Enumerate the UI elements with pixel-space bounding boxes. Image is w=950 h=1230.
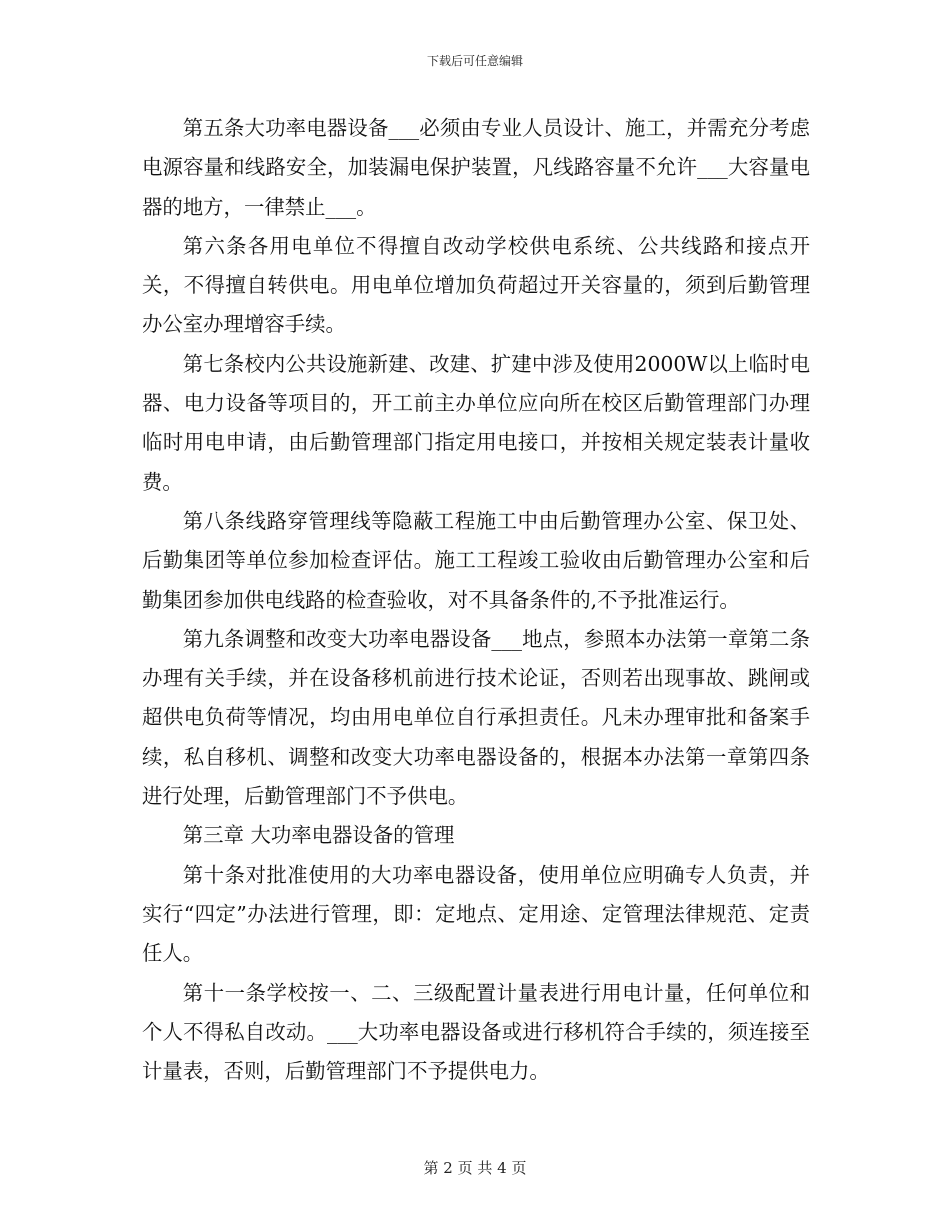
chapter-3-heading: 第三章 大功率电器设备的管理 xyxy=(182,823,455,848)
article-6-paragraph: 第六条各用电单位不得擅自改动学校供电系统、公共线路和接点开关，不得擅自转供电。用电单位增加负荷超过开关容量的，须到后勤管理办公室办理增容手续。 xyxy=(142,233,810,337)
article-5-paragraph: 第五条大功率电器设备___必须由专业人员设计、施工，并需充分考虑电源容量和线路安全，加装漏电保护装置，凡线路容量不允许___大容量电器的地方，一律禁止___。 xyxy=(142,116,810,219)
article-11-paragraph: 第十一条学校按一、二、三级配置计量表进行用电计量，任何单位和个人不得私自改动。___大功率电器设备或进行移机符合手续的，须连接至计量表，否则，后勤管理部门不予提供电力。 xyxy=(142,980,810,1084)
article-8-paragraph: 第八条线路穿管理线等隐蔽工程施工中由后勤管理办公室、保卫处、后勤集团等单位参加检查评估。施工工程竣工验收由后勤管理办公室和后勤集团参加供电线路的检查验收，对不具备条件的,不予批准运行。 xyxy=(142,508,810,612)
article-9-paragraph: 第九条调整和改变大功率电器设备___地点，参照本办法第一章第二条办理有关手续，并在设备移机前进行技术论证，否则若出现事故、跳闸或超供电负荷等情况，均由用电单位自行承担责任。凡未办理审批和备案手续，私自移机、调整和改变大功率电器设备的，根据本办法第一章第四条进行处理，后勤管理部门不予供电。 xyxy=(142,626,810,809)
page-header: 下载后可任意编辑 xyxy=(426,54,523,68)
article-7-paragraph: 第七条校内公共设施新建、改建、扩建中涉及使用2000W以上临时电器、电力设备等项目的，开工前主办单位应向所在校区后勤管理部门办理临时用电申请，由后勤管理部门指定用电接口，并按相关规定装表计量收费。 xyxy=(142,351,810,494)
page-footer: 第 2 页 共 4 页 xyxy=(423,1159,527,1177)
article-10-paragraph: 第十条对批准使用的大功率电器设备，使用单位应明确专人负责，并实行“四定”办法进行管理，即：定地点、定用途、定管理法律规范、定责任人。 xyxy=(142,862,810,966)
document-body xyxy=(142,109,810,1091)
